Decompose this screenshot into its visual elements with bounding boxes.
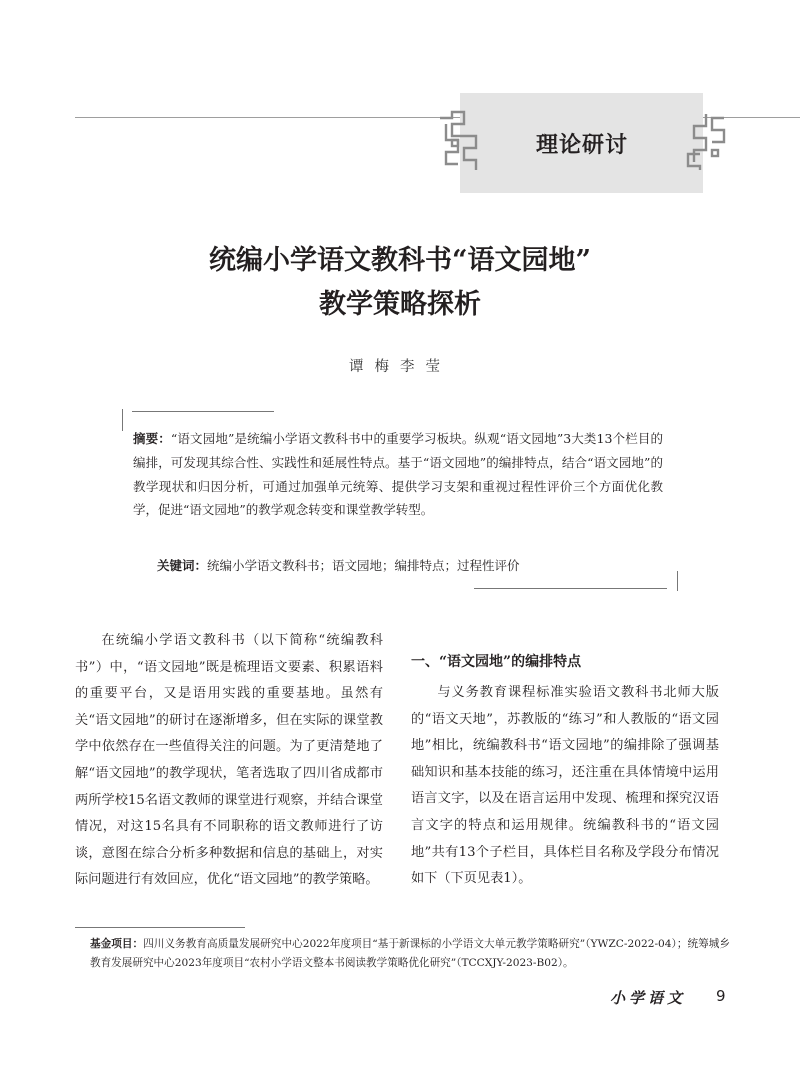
header-rule-left	[75, 117, 460, 118]
abstract-label: 摘要：	[133, 431, 171, 446]
article-title-line-1: 统编小学语文教科书“语文园地”	[208, 245, 592, 276]
page-number: 9	[716, 987, 726, 1005]
authors: 谭梅李莹	[349, 359, 451, 375]
abstract-corner-bar-bottom	[677, 571, 678, 591]
abstract-rule-top	[132, 411, 274, 412]
section-heading-1: 一、“语文园地”的编排特点	[411, 654, 582, 670]
journal-name: 小学语文	[610, 989, 687, 1007]
abstract	[133, 427, 663, 522]
section-banner	[460, 93, 703, 193]
keywords	[157, 556, 667, 576]
fund-label: 基金项目：	[90, 938, 144, 950]
section-1-paragraph: 与义务教育课程标准实验语文教科书北师大版的“语文天地”，苏教版的“练习”和人教版的“语文园地”相比，统编教科书“语文园地”的编排除了强调基础知识和基本技能的练习，还注重在具体情境中运用语言文字，以及在语言运用中发现、梳理和探究汉语言文字的特点和运用规律。统编教科书的“语文园地”共有13个子栏目，具体栏目名称及学段分布情况如下（下页见表1）。	[411, 685, 719, 887]
keywords-text: 统编小学语文教科书；语文园地；编排特点；过程性评价	[207, 558, 520, 573]
article-title-line-2: 教学策略探析	[319, 289, 481, 320]
fund-note	[90, 935, 730, 972]
section-label: 理论研讨	[536, 131, 629, 158]
fret-knot-left-icon	[438, 110, 484, 172]
abstract-rule-bottom	[474, 588, 667, 589]
abstract-text: “语文园地”是统编小学语文教科书中的重要学习板块。纵观“语文园地”3大类13个栏目的编排，可发现其综合性、实践性和延展性特点。基于“语文园地”的编排特点，结合“语文园地”的教学现状和归因分析，可通过加强单元统筹、提供学习支架和重视过程性评价三个方面优化教学，促进“语文园地”的教学观念转变和课堂教学转型。	[133, 431, 663, 518]
intro-paragraph: 在统编小学语文教科书（以下简称“统编教科书”）中，“语文园地”既是梳理语文要素、积累语料的重要平台，又是语用实践的重要基地。虽然有关“语文园地”的研讨在逐渐增多，但在实际的课堂教学中依然存在一些值得关注的问题。为了更清楚地了解“语文园地”的教学现状，笔者选取了四川省成都市两所学校15名语文教师的课堂进行观察，并结合课堂情况，对这15名具有不同职称的语文教师进行了访谈，意图在综合分析多种数据和信息的基础上，对实际问题进行有效回应，优化“语文园地”的教学策略。	[75, 633, 383, 888]
fret-knot-right-icon	[686, 112, 726, 172]
abstract-corner-bar	[122, 409, 123, 431]
fund-text: 四川义务教育高质量发展研究中心2022年度项目“基于新课标的小学语文大单元教学策略研究”（YWZC-2022-04）；统筹城乡教育发展研究中心2023年度项目“农村小学语文整本书阅读教学策略优化研究”（TCCXJY-2023-B02）。	[90, 938, 731, 969]
keywords-label: 关键词：	[157, 558, 208, 573]
footnote-rule	[75, 927, 245, 928]
